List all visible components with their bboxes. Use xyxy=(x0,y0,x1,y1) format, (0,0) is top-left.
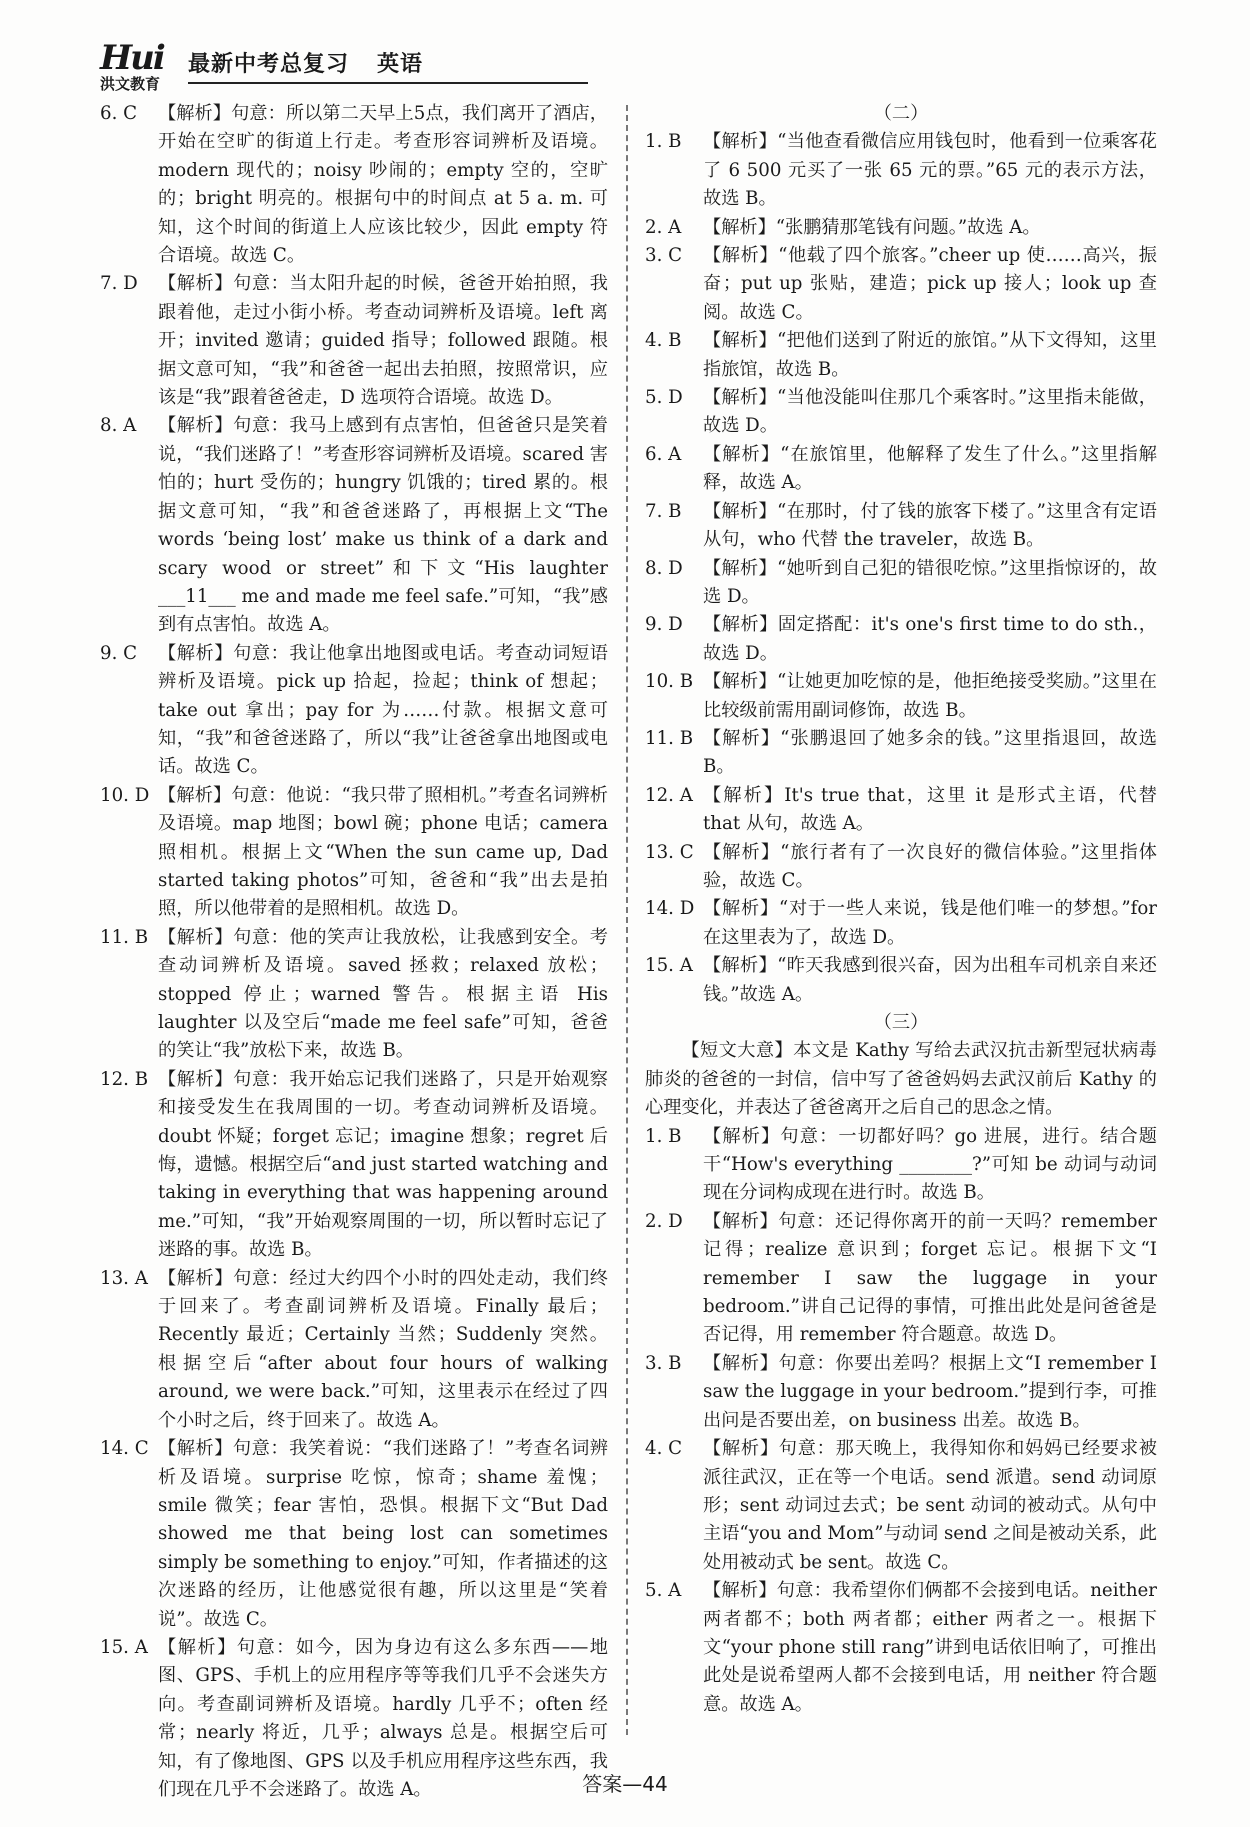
answer-explanation: 【解析】“当他没能叫住那几个乘客时。”这里指未能做，故选 D。 xyxy=(703,387,1157,437)
answer-item xyxy=(100,782,608,924)
answer-number: 4. B xyxy=(645,330,682,352)
section-title-2: （二） xyxy=(873,103,929,124)
answer-item xyxy=(645,725,1157,782)
answer-number: 5. A xyxy=(645,1580,682,1602)
answer-number: 9. C xyxy=(100,642,138,664)
answer-explanation: 【解析】“当他查看微信应用钱包时，他看到一位乘客花了 6 500 元买了一张 65 元的票。”65 元的表示方法，故选 B。 xyxy=(703,131,1157,210)
publisher-logo: Hui xyxy=(100,38,164,78)
answer-item xyxy=(645,1208,1157,1350)
answer-item xyxy=(645,1123,1157,1208)
left-column xyxy=(100,100,608,1804)
answer-explanation: 【解析】句意：那天晚上，我得知你和妈妈已经要求被派往武汉，正在等一个电话。send 派遣。send 动词原形；sent 动词过去式；be sent 动词的被动式。从句中主语“you and Mom”与动词 send 之间是被动关系，此处用被动式 be sent。故选 C。 xyxy=(703,1438,1157,1573)
answer-explanation: 【解析】“把他们送到了附近的旅馆。”从下文得知，这里指旅馆，故选 B。 xyxy=(703,330,1157,380)
answer-explanation: 【解析】固定搭配：it's one's first time to do sth.，故选 D。 xyxy=(703,614,1157,664)
answer-item xyxy=(645,1577,1157,1719)
answer-number: 6. A xyxy=(645,443,682,465)
section-3-answers xyxy=(645,1123,1157,1720)
answer-number: 13. C xyxy=(645,841,694,863)
answer-item xyxy=(645,327,1157,384)
page-header xyxy=(100,38,490,93)
answer-number: 7. D xyxy=(100,273,138,295)
answer-item xyxy=(645,498,1157,555)
answer-item xyxy=(100,412,608,639)
header-rule xyxy=(188,82,588,84)
page-number: 答案—44 xyxy=(582,1772,668,1796)
answer-explanation: 【解析】句意：所以第二天早上5点，我们离开了酒店，开始在空旷的街道上行走。考查形容词辨析及语境。modern 现代的；noisy 吵闹的；empty 空的，空旷的；bright 明亮的。根据句中的时间点 at 5 a. m. 可知，这个时间的街道上人应该比较少，因此 empty 符合语境。故选 C。 xyxy=(158,103,608,267)
answer-item xyxy=(645,1350,1157,1435)
answer-item xyxy=(100,1435,608,1634)
answer-number: 1. B xyxy=(645,1125,682,1147)
answer-explanation: 【解析】“昨天我感到很兴奋，因为出租车司机亲自来还钱。”故选 A。 xyxy=(703,955,1157,1005)
answer-explanation: 【解析】句意：我希望你们俩都不会接到电话。neither 两者都不；both 两者都；either 两者之一。根据下文“your phone still rang”讲到电话依旧响了，可推出此处是说希望两人都不会接到电话，用 neither 符合题意。故选 A。 xyxy=(703,1580,1157,1715)
answer-number: 10. B xyxy=(645,671,694,693)
answer-number: 11. B xyxy=(645,727,694,749)
answer-item xyxy=(645,441,1157,498)
answer-number: 4. C xyxy=(645,1438,683,1460)
answer-explanation: 【解析】句意：我让他拿出地图或电话。考查动词短语辨析及语境。pick up 拾起，捡起；think of 想起；take out 拿出；pay for 为……付款。根据文意可知，“我”和爸爸迷路了，所以“我”让爸爸拿出地图或电话。故选 C。 xyxy=(158,642,608,778)
answer-number: 10. D xyxy=(100,784,150,806)
answer-explanation: 【解析】“对于一些人来说，钱是他们唯一的梦想。”for 在这里表为了，故选 D。 xyxy=(703,898,1157,948)
answer-number: 3. C xyxy=(645,245,683,267)
answer-explanation: 【解析】句意：我开始忘记我们迷路了，只是开始观察和接受发生在我周围的一切。考查动词辨析及语境。doubt 怀疑；forget 忘记；imagine 想象；regret 后悔，遗憾。根据空后“and just started watching and taking in everything that was happening around me.”可知，“我”开始观察周围的一切，所以暂时忘记了迷路的事。故选 B。 xyxy=(158,1068,608,1261)
answer-number: 2. D xyxy=(645,1210,683,1232)
answer-number: 1. B xyxy=(645,131,682,153)
answer-number: 12. A xyxy=(645,784,693,806)
answer-item xyxy=(645,128,1157,213)
answer-number: 8. D xyxy=(645,557,683,579)
answer-number: 14. D xyxy=(645,898,695,920)
answer-explanation: 【解析】句意：我笑着说：“我们迷路了！”考查名词辨析及语境。surprise 吃惊，惊奇；shame 羞愧；smile 微笑；fear 害怕，恐惧。根据下文“But Dad showed me that being lost can sometimes simply be something to enjoy.”可知，作者描述的这次迷路的经历，让他感觉很有趣，所以这里是“笑着说”。故选 C。 xyxy=(158,1438,608,1630)
section-title-3: （三） xyxy=(873,1012,929,1033)
answer-item xyxy=(645,952,1157,1009)
answer-item xyxy=(645,214,1157,242)
answer-explanation: 【解析】句意：他说：“我只带了照相机。”考查名词辨析及语境。map 地图；bowl 碗；phone 电话；camera 照相机。根据上文“When the sun came up, Dad started taking photos”可知，爸爸和“我”出去是拍照，所以他带着的是照相机。故选 D。 xyxy=(158,784,608,920)
answer-item xyxy=(100,640,608,782)
answer-number: 14. C xyxy=(100,1438,149,1460)
answer-item xyxy=(100,924,608,1066)
answer-explanation: 【解析】句意：如今，因为身边有这么多东西——地图、GPS、手机上的应用程序等等我们几乎不会迷失方向。考查副词辨析及语境。hardly 几乎不；often 经常；nearly 将近，几乎；always 总是。根据空后可知，有了像地图、GPS 以及手机应用程序这些东西，我们现在几乎不会迷路了。故选 A。 xyxy=(158,1636,608,1800)
answer-item xyxy=(645,242,1157,327)
answer-item xyxy=(645,384,1157,441)
book-title-text: 最新中考总复习 xyxy=(188,52,350,77)
answer-item xyxy=(645,1435,1157,1577)
answer-explanation: 【解析】“旅行者有了一次良好的微信体验。”这里指体验，故选 C。 xyxy=(703,841,1157,891)
answer-number: 2. A xyxy=(645,216,682,238)
answer-number: 9. D xyxy=(645,614,683,636)
answer-explanation: 【解析】句意：你要出差吗？根据上文“I remember I saw the luggage in your bedroom.”提到行李，可推出问是否要出差，on business 出差。故选 B。 xyxy=(703,1352,1157,1431)
answer-item xyxy=(100,270,608,412)
book-title xyxy=(188,52,423,78)
section-2-answers xyxy=(645,128,1157,1009)
passage-summary: 【短文大意】本文是 Kathy 写给去武汉抗击新型冠状病毒肺炎的爸爸的一封信，信中写了爸爸妈妈去武汉前后 Kathy 的心理变化，并表达了爸爸离开之后自己的思念之情。 xyxy=(645,1040,1157,1119)
answer-item xyxy=(100,100,608,270)
answer-explanation: 【解析】“让她更加吃惊的是，他拒绝接受奖励。”这里在比较级前需用副词修饰，故选 B。 xyxy=(703,671,1157,721)
answer-number: 3. B xyxy=(645,1352,682,1374)
answer-explanation: 【解析】“张鹏猜那笔钱有问题。”故选 A。 xyxy=(703,216,1041,238)
answer-item xyxy=(645,668,1157,725)
answer-explanation: 【解析】句意：当太阳升起的时候，爸爸开始拍照，我跟着他，走过小街小桥。考查动词辨析及语境。left 离开；invited 邀请；guided 指导；followed 跟随。根据文意可知，“我”和爸爸一起出去拍照，按照常识，应该是“我”跟着爸爸走，D 选项符合语境。故选 D。 xyxy=(158,273,608,409)
right-column xyxy=(645,100,1157,1719)
answer-number: 7. B xyxy=(645,500,682,522)
answer-item xyxy=(645,555,1157,612)
answer-explanation: 【解析】“张鹏退回了她多余的钱。”这里指退回，故选 B。 xyxy=(703,727,1157,778)
answer-explanation: 【解析】It's true that，这里 it 是形式主语，代替 that 从句，故选 A。 xyxy=(703,784,1157,835)
answer-item xyxy=(100,1265,608,1435)
answer-item xyxy=(645,895,1157,952)
answer-explanation: 【解析】“在旅馆里，他解释了发生了什么。”这里指解释，故选 A。 xyxy=(703,443,1157,494)
answer-number: 5. D xyxy=(645,387,683,409)
subject-label: 英语 xyxy=(377,52,424,77)
column-divider xyxy=(626,105,628,1735)
answer-explanation: 【解析】句意：经过大约四个小时的四处走动，我们终于回来了。考查副词辨析及语境。Finally 最后；Recently 最近；Certainly 当然；Suddenly 突然。根据空后“after about four hours of walking around, we were back.”可知，这里表示在经过了四个小时之后，终于回来了。故选 A。 xyxy=(158,1267,608,1431)
answer-explanation: 【解析】句意：他的笑声让我放松，让我感到安全。考查动词辨析及语境。saved 拯救；relaxed 放松；stopped 停止；warned 警告。根据主语 His laughter 以及空后“made me feel safe”可知，爸爸的笑让“我”放松下来，故选 B。 xyxy=(158,926,608,1062)
publisher-name: 洪文教育 xyxy=(100,75,161,93)
answer-item xyxy=(645,839,1157,896)
answer-item xyxy=(100,1066,608,1265)
answer-number: 8. A xyxy=(100,415,137,437)
answer-number: 15. A xyxy=(645,955,693,977)
answer-number: 13. A xyxy=(100,1267,148,1289)
answer-explanation: 【解析】句意：一切都好吗？go 进展，进行。结合题干“How's everything ________?”可知 be 动词与动词现在分词构成现在进行时。故选 B。 xyxy=(703,1125,1157,1204)
answer-explanation: 【解析】“在那时，付了钱的旅客下楼了。”这里含有定语从句，who 代替 the traveler，故选 B。 xyxy=(703,500,1157,551)
answer-number: 11. B xyxy=(100,926,149,948)
answer-number: 15. A xyxy=(100,1636,148,1658)
answer-explanation: 【解析】句意：我马上感到有点害怕，但爸爸只是笑着说，“我们迷路了！”考查形容词辨析及语境。scared 害怕的；hurt 受伤的；hungry 饥饿的；tired 累的。根据文意可知，“我”和爸爸迷路了，再根据上文“The words ‘being lost’ make us think of a dark and scary wood or street”和下文“His laughter ___11___ me and made me feel safe.”可知，“我”感到有点害怕。故选 A。 xyxy=(158,415,608,636)
answer-explanation: 【解析】“他载了四个旅客。”cheer up 使……高兴，振奋；put up 张贴，建造；pick up 接人；look up 查阅。故选 C。 xyxy=(703,245,1157,323)
answer-number: 12. B xyxy=(100,1068,149,1090)
answer-number: 6. C xyxy=(100,103,138,124)
answer-item xyxy=(645,782,1157,839)
answer-explanation: 【解析】“她听到自己犯的错很吃惊。”这里指惊讶的，故选 D。 xyxy=(703,557,1157,607)
answer-item xyxy=(645,611,1157,668)
answer-explanation: 【解析】句意：还记得你离开的前一天吗？remember 记得；realize 意识到；forget 忘记。根据下文“I remember I saw the luggage in your bedroom.”讲自己记得的事情，可推出此处是问爸爸是否记得，用 remember 符合题意。故选 D。 xyxy=(703,1210,1157,1346)
